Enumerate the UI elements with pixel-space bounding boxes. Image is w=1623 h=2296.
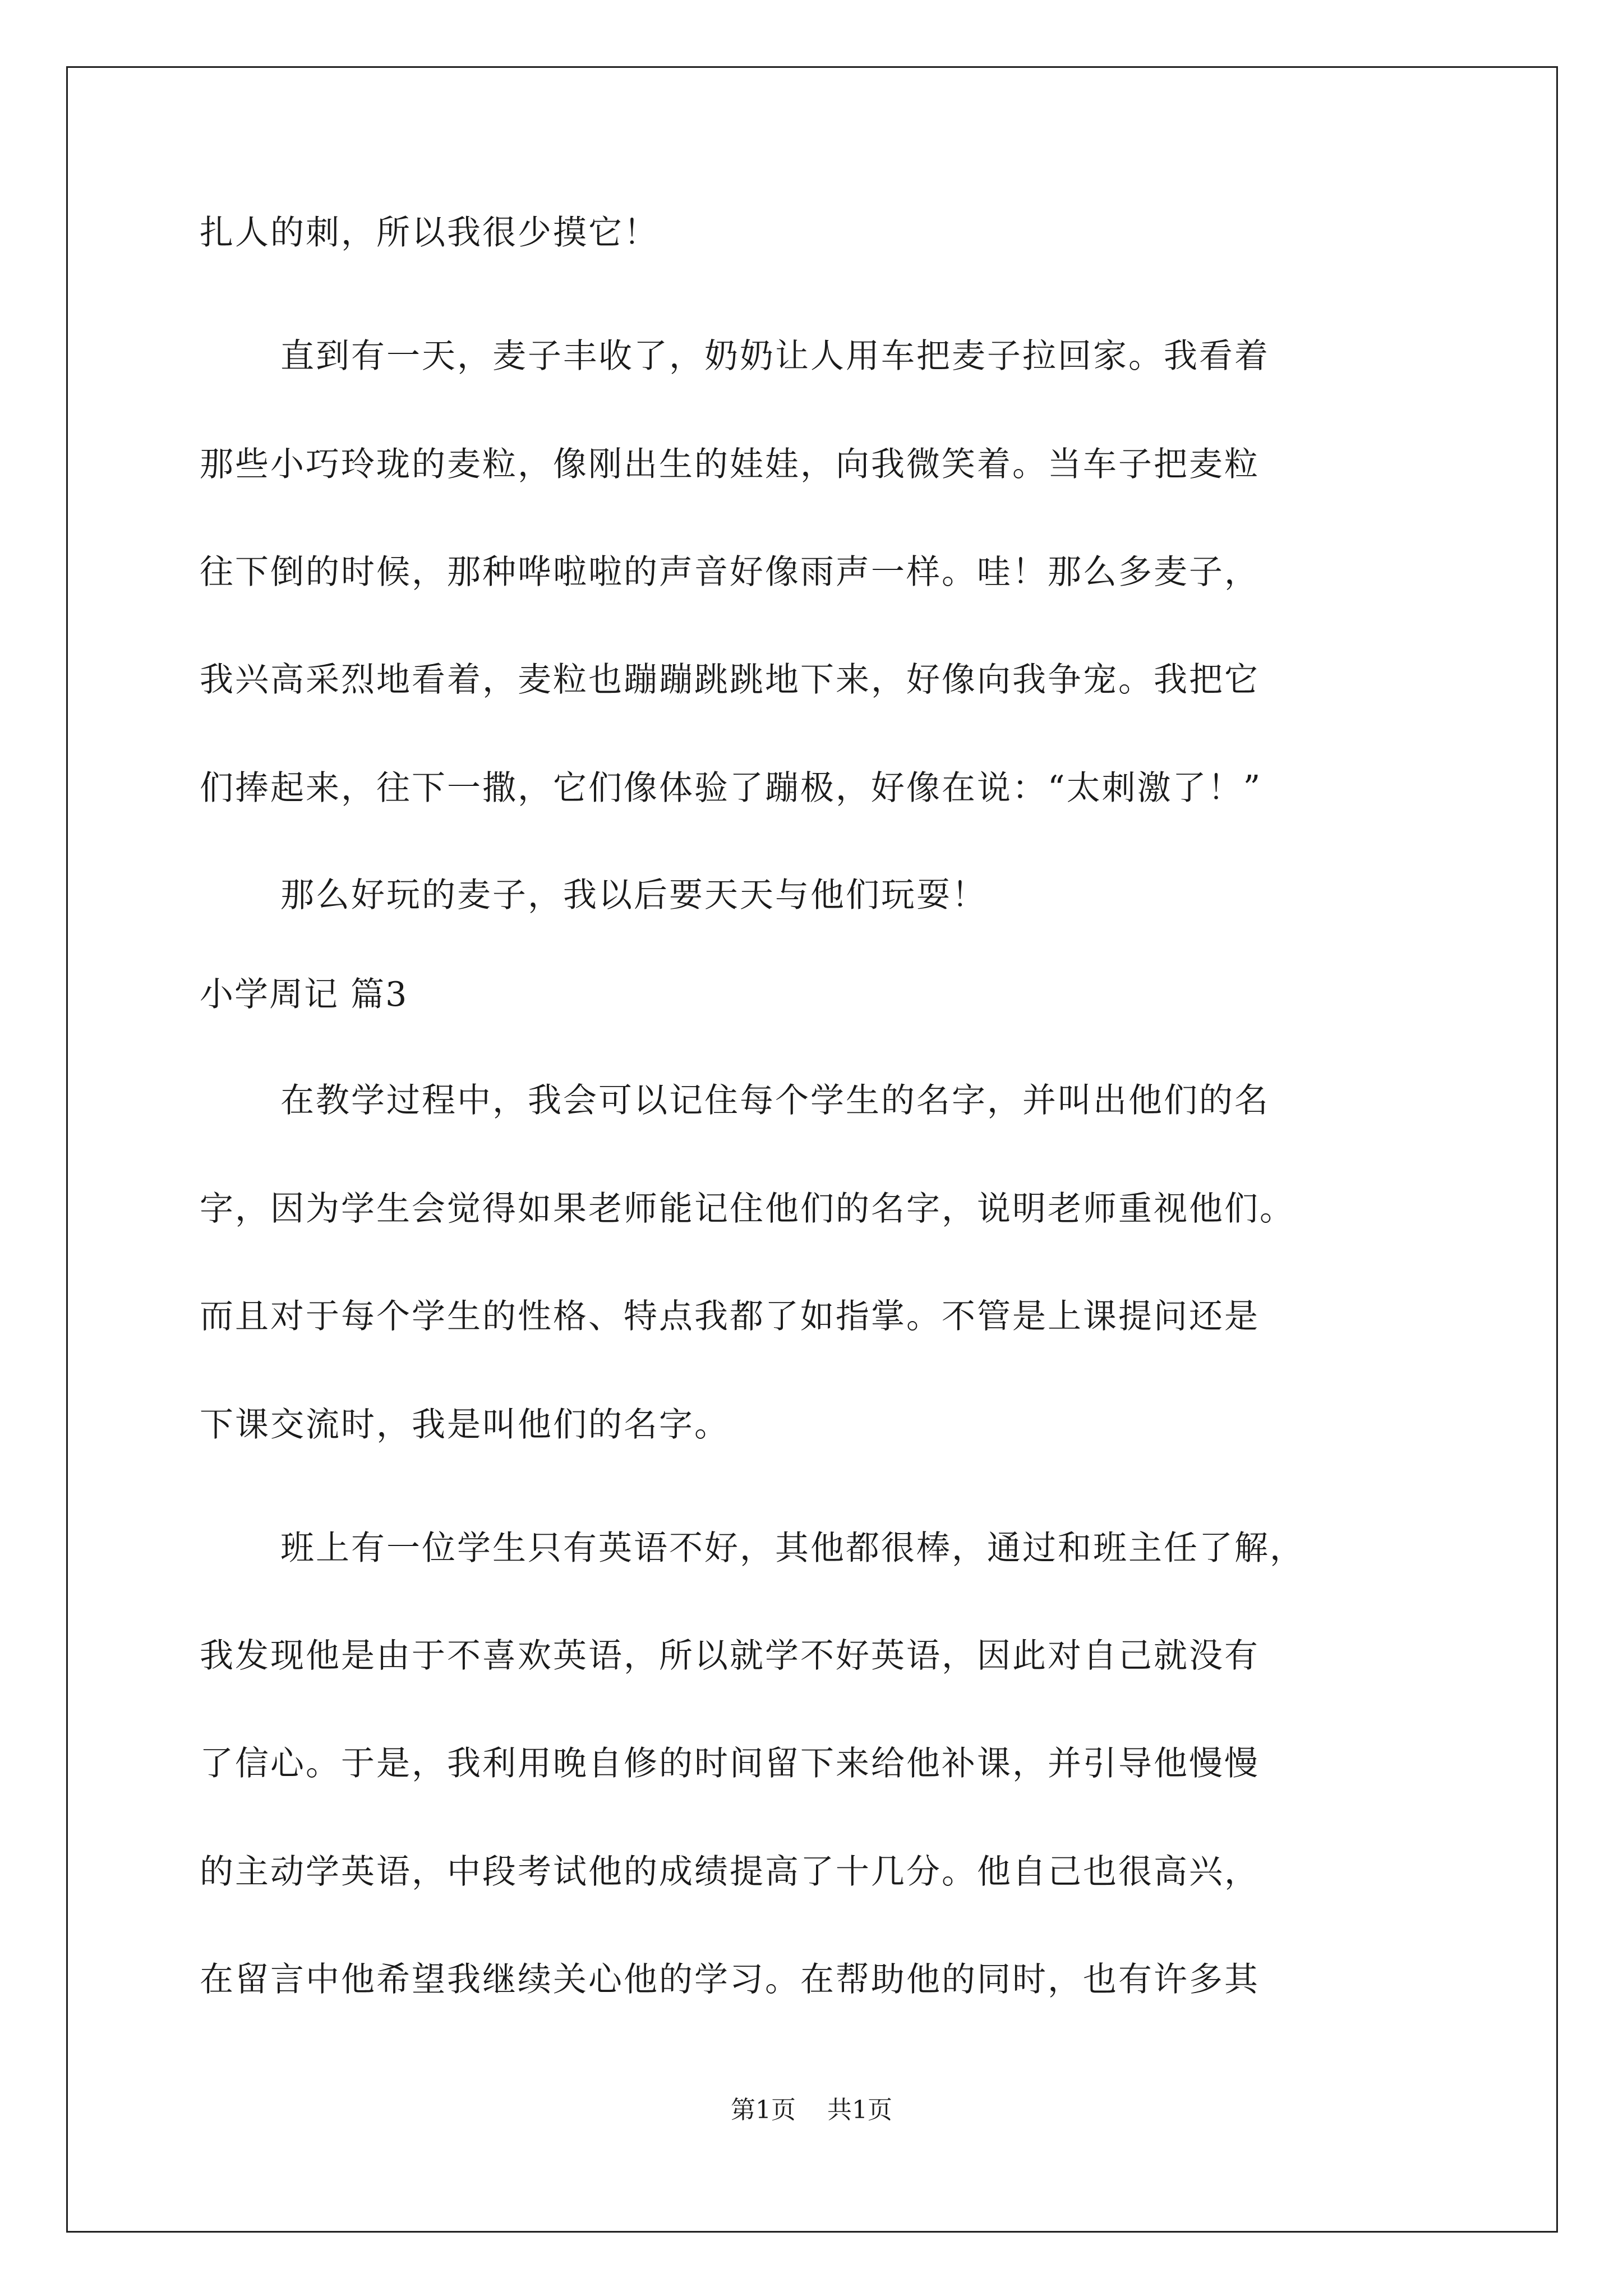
text-line: 的主动学英语，中段考试他的成绩提高了十几分。他自己也很高兴， [200, 1852, 1260, 1892]
text-line: 那些小巧玲珑的麦粒，像刚出生的娃娃，向我微笑着。当车子把麦粒 [200, 445, 1260, 484]
text-line: 而且对于每个学生的性格、特点我都了如指掌。不管是上课提问还是 [200, 1297, 1260, 1336]
text-line: 了信心。于是，我利用晚自修的时间留下来给他补课，并引导他慢慢 [200, 1744, 1260, 1783]
page-number: 第1页 [731, 2096, 796, 2124]
text-line: 下课交流时，我是叫他们的名字。 [200, 1405, 730, 1444]
page-total: 共1页 [827, 2096, 892, 2124]
section-heading: 小学周记 篇3 [200, 975, 408, 1014]
text-line: 扎人的刺，所以我很少摸它！ [200, 213, 659, 252]
paragraph-start-line: 在教学过程中，我会可以记住每个学生的名字，并叫出他们的名 [280, 1081, 1270, 1120]
text-line: 往下倒的时候，那种哗啦啦的声音好像雨声一样。哇！那么多麦子， [200, 553, 1260, 592]
page-border [66, 66, 1558, 2233]
paragraph-start-line: 那么好玩的麦子，我以后要天天与他们玩耍！ [280, 876, 987, 915]
paragraph-start-line: 直到有一天，麦子丰收了，奶奶让人用车把麦子拉回家。我看着 [280, 337, 1270, 376]
paragraph-start-line: 班上有一位学生只有英语不好，其他都很棒，通过和班主任了解， [280, 1529, 1305, 1568]
text-line: 我发现他是由于不喜欢英语，所以就学不好英语，因此对自己就没有 [200, 1636, 1260, 1676]
text-line: 们捧起来，往下一撒，它们像体验了蹦极，好像在说：“太刺激了！” [200, 769, 1262, 808]
page-footer [0, 2095, 1623, 2126]
text-line: 在留言中他希望我继续关心他的学习。在帮助他的同时，也有许多其 [200, 1960, 1260, 1999]
text-line: 我兴高采烈地看着，麦粒也蹦蹦跳跳地下来，好像向我争宠。我把它 [200, 660, 1260, 700]
text-line: 字，因为学生会觉得如果老师能记住他们的名字，说明老师重视他们。 [200, 1189, 1295, 1228]
